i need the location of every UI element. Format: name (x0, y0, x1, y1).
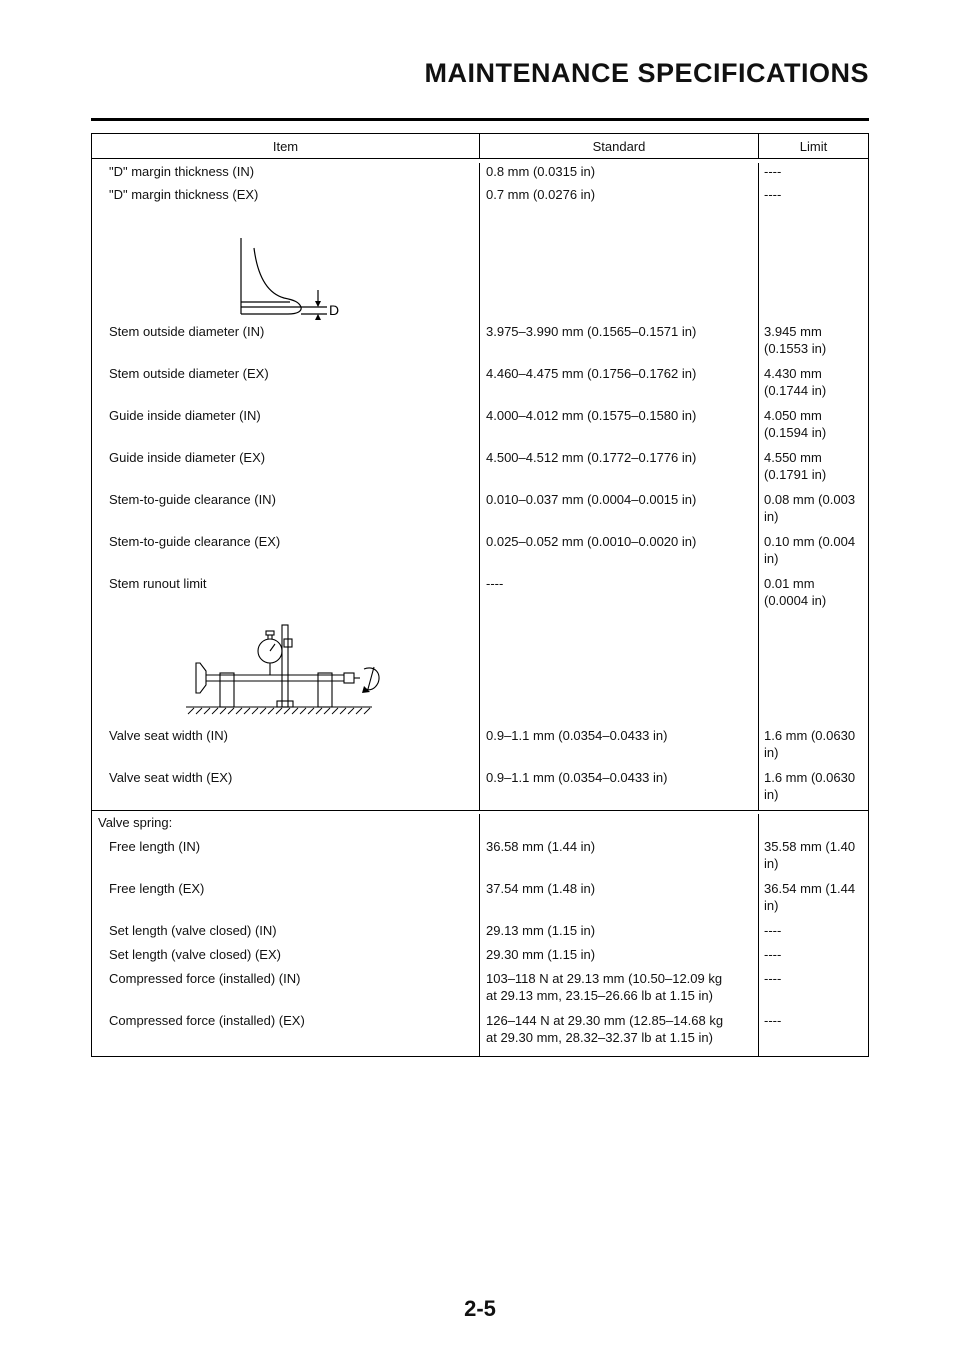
item-cell: Stem-to-guide clearance (IN) (92, 491, 480, 533)
table-row (92, 323, 868, 365)
table-row (92, 769, 868, 810)
limit-cell: 0.10 mm (0.004 in) (764, 534, 856, 566)
standard-cell: 103–118 N at 29.13 mm (10.50–12.09 kg at 29.13 mm, 23.15–26.66 lb at 1.15 in) (480, 970, 759, 1012)
limit-cell: ---- (764, 923, 782, 938)
item-cell: Stem outside diameter (IN) (92, 323, 480, 365)
item-cell: Free length (EX) (92, 880, 480, 922)
item-cell: Guide inside diameter (EX) (92, 449, 480, 491)
limit-cell: 36.54 mm (1.44 in) (764, 881, 856, 913)
item-cell: Stem runout limit (92, 575, 480, 613)
standard-cell: 126–144 N at 29.30 mm (12.85–14.68 kg at 29.30 mm, 28.32–32.37 lb at 1.15 in) (480, 1012, 759, 1056)
item-cell: Compressed force (installed) (IN) (92, 970, 480, 1012)
table-row (92, 880, 868, 922)
spring-group (92, 810, 868, 1056)
limit-cell: 0.08 mm (0.003 in) (764, 492, 856, 524)
table-row (92, 491, 868, 533)
table-row (92, 159, 868, 186)
limit-cell: 4.550 mm (0.1791 in) (764, 450, 827, 482)
standard-cell: 37.54 mm (1.48 in) (480, 880, 759, 922)
item-cell: Valve seat width (EX) (92, 769, 480, 810)
table-row (92, 575, 868, 613)
item-cell: Set length (valve closed) (EX) (92, 946, 480, 970)
item-cell: Stem outside diameter (EX) (92, 365, 480, 407)
valve-margin-figure (222, 210, 422, 320)
table-row (92, 533, 868, 575)
standard-cell: 0.9–1.1 mm (0.0354–0.0433 in) (480, 727, 759, 769)
figure-row-runout (92, 613, 868, 727)
standard-cell: 0.025–0.052 mm (0.0010–0.0020 in) (480, 533, 759, 575)
limit-cell: ---- (764, 1013, 782, 1028)
limit-cell: 0.01 mm (0.0004 in) (764, 576, 827, 608)
standard-cell: 0.9–1.1 mm (0.0354–0.0433 in) (480, 769, 759, 810)
standard-cell: 3.975–3.990 mm (0.1565–0.1571 in) (480, 323, 759, 365)
item-cell: Free length (IN) (92, 838, 480, 880)
item-cell: Stem-to-guide clearance (EX) (92, 533, 480, 575)
limit-cell: 4.050 mm (0.1594 in) (764, 408, 827, 440)
limit-cell: 3.945 mm (0.1553 in) (764, 324, 827, 356)
standard-cell: 4.460–4.475 mm (0.1756–0.1762 in) (480, 365, 759, 407)
section-heading: Valve spring: (92, 814, 480, 838)
standard-cell: ---- (480, 575, 759, 613)
table-row (92, 922, 868, 946)
table-row (92, 407, 868, 449)
item-cell: "D" margin thickness (IN) (92, 163, 480, 186)
limit-cell: 35.58 mm (1.40 in) (764, 839, 856, 871)
item-cell: Set length (valve closed) (IN) (92, 922, 480, 946)
standard-cell: 29.30 mm (1.15 in) (480, 946, 759, 970)
limit-cell: 1.6 mm (0.0630 in) (764, 728, 856, 760)
table-header (92, 134, 868, 159)
runout-gauge-figure (184, 613, 404, 727)
figure-row-margin (92, 210, 868, 323)
standard-cell: 36.58 mm (1.44 in) (480, 838, 759, 880)
column-header-item: Item (92, 134, 480, 158)
margin-label: D (329, 302, 340, 318)
item-cell: Compressed force (installed) (EX) (92, 1012, 480, 1056)
table-row (92, 946, 868, 970)
limit-cell: 4.430 mm (0.1744 in) (764, 366, 827, 398)
standard-cell: 0.8 mm (0.0315 in) (480, 163, 759, 186)
table-row (92, 449, 868, 491)
title-rule (91, 118, 869, 121)
limit-cell: ---- (764, 164, 782, 179)
table-row (92, 365, 868, 407)
standard-cell: 0.010–0.037 mm (0.0004–0.0015 in) (480, 491, 759, 533)
item-cell: Valve seat width (IN) (92, 727, 480, 769)
spec-table (91, 133, 869, 1057)
limit-cell: ---- (764, 971, 782, 986)
table-row (92, 1012, 868, 1056)
limit-cell: 1.6 mm (0.0630 in) (764, 770, 856, 802)
valve-group (92, 159, 868, 810)
standard-cell: 4.500–4.512 mm (0.1772–0.1776 in) (480, 449, 759, 491)
item-cell: "D" margin thickness (EX) (92, 186, 480, 210)
table-row (92, 970, 868, 1012)
standard-cell: 4.000–4.012 mm (0.1575–0.1580 in) (480, 407, 759, 449)
table-row (92, 838, 868, 880)
item-cell: Guide inside diameter (IN) (92, 407, 480, 449)
standard-cell: 29.13 mm (1.15 in) (480, 922, 759, 946)
limit-cell: ---- (764, 947, 782, 962)
table-row (92, 186, 868, 210)
column-header-limit: Limit (799, 138, 828, 154)
page-number: 2-5 (464, 1296, 496, 1321)
limit-cell: ---- (764, 187, 782, 202)
column-header-standard: Standard (480, 134, 759, 158)
page-title: MAINTENANCE SPECIFICATIONS (424, 58, 869, 88)
section-heading-row (92, 811, 868, 838)
table-row (92, 727, 868, 769)
standard-cell: 0.7 mm (0.0276 in) (480, 186, 759, 210)
